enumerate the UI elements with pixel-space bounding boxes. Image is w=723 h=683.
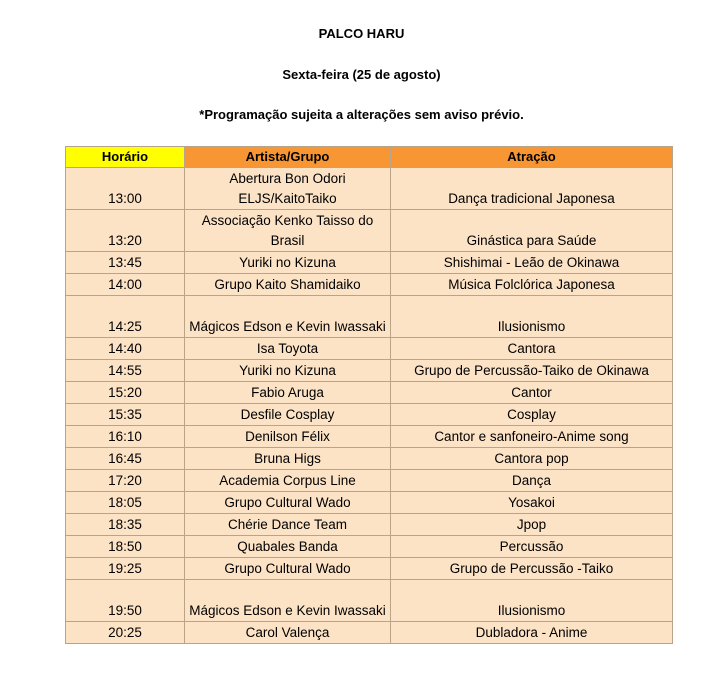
cell-artist: Desfile Cosplay: [185, 404, 391, 426]
table-row: [66, 274, 673, 296]
stage-title: PALCO HARU: [318, 26, 405, 41]
table-row: [66, 536, 673, 558]
cell-attraction: Shishimai - Leão de Okinawa: [391, 252, 673, 274]
cell-artist: Yuriki no Kizuna: [185, 252, 391, 274]
cell-artist: Abertura Bon Odori ELJS/KaitoTaiko: [185, 168, 391, 210]
table-row: [66, 622, 673, 644]
table-row: [66, 514, 673, 536]
cell-attraction: Grupo de Percussão-Taiko de Okinawa: [391, 360, 673, 382]
cell-attraction: Cantor e sanfoneiro-Anime song: [391, 426, 673, 448]
cell-artist: Bruna Higs: [185, 448, 391, 470]
table-row: [66, 404, 673, 426]
cell-time: 19:50: [66, 580, 185, 622]
table-row: [66, 470, 673, 492]
cell-time: 15:20: [66, 382, 185, 404]
date-subtitle: Sexta-feira (25 de agosto): [282, 67, 441, 82]
table-header-row: [66, 147, 673, 168]
cell-time: 19:25: [66, 558, 185, 580]
column-header-attraction: Atração: [391, 147, 673, 168]
table-row: [66, 210, 673, 252]
table-row: [66, 558, 673, 580]
cell-artist: Mágicos Edson e Kevin Iwassaki: [185, 296, 391, 338]
schedule-table: [65, 146, 673, 644]
cell-time: 13:20: [66, 210, 185, 252]
cell-time: 14:00: [66, 274, 185, 296]
cell-attraction: Ginástica para Saúde: [391, 210, 673, 252]
cell-time: 20:25: [66, 622, 185, 644]
cell-artist: Yuriki no Kizuna: [185, 360, 391, 382]
cell-attraction: Cosplay: [391, 404, 673, 426]
cell-attraction: Jpop: [391, 514, 673, 536]
cell-time: 14:55: [66, 360, 185, 382]
table-row: [66, 426, 673, 448]
cell-artist: Associação Kenko Taisso do Brasil: [185, 210, 391, 252]
schedule-notice: *Programação sujeita a alterações sem aviso prévio.: [199, 107, 524, 122]
cell-attraction: Cantor: [391, 382, 673, 404]
table-row: [66, 448, 673, 470]
table-row: [66, 580, 673, 622]
cell-attraction: Dubladora - Anime: [391, 622, 673, 644]
table-row: [66, 360, 673, 382]
table-row: [66, 492, 673, 514]
cell-artist: Quabales Banda: [185, 536, 391, 558]
cell-time: 13:00: [66, 168, 185, 210]
cell-time: 13:45: [66, 252, 185, 274]
cell-time: 18:35: [66, 514, 185, 536]
cell-artist: Mágicos Edson e Kevin Iwassaki: [185, 580, 391, 622]
cell-attraction: Ilusionismo: [391, 296, 673, 338]
cell-attraction: Cantora pop: [391, 448, 673, 470]
cell-artist: Grupo Kaito Shamidaiko: [185, 274, 391, 296]
cell-artist: Denilson Félix: [185, 426, 391, 448]
cell-time: 15:35: [66, 404, 185, 426]
cell-artist: Carol Valença: [185, 622, 391, 644]
table-row: [66, 168, 673, 210]
cell-time: 14:40: [66, 338, 185, 360]
cell-time: 16:10: [66, 426, 185, 448]
cell-attraction: Percussão: [391, 536, 673, 558]
cell-artist: Chérie Dance Team: [185, 514, 391, 536]
cell-artist: Fabio Aruga: [185, 382, 391, 404]
cell-artist: Academia Corpus Line: [185, 470, 391, 492]
column-header-artist: Artista/Grupo: [185, 147, 391, 168]
table-row: [66, 382, 673, 404]
cell-time: 14:25: [66, 296, 185, 338]
table-row: [66, 252, 673, 274]
cell-attraction: Dança tradicional Japonesa: [391, 168, 673, 210]
table-row: [66, 338, 673, 360]
table-row: [66, 296, 673, 338]
cell-artist: Grupo Cultural Wado: [185, 492, 391, 514]
cell-attraction: Dança: [391, 470, 673, 492]
cell-attraction: Cantora: [391, 338, 673, 360]
column-header-time: Horário: [66, 147, 185, 168]
cell-attraction: Música Folclórica Japonesa: [391, 274, 673, 296]
cell-time: 18:50: [66, 536, 185, 558]
cell-artist: Isa Toyota: [185, 338, 391, 360]
cell-time: 16:45: [66, 448, 185, 470]
cell-attraction: Ilusionismo: [391, 580, 673, 622]
cell-attraction: Yosakoi: [391, 492, 673, 514]
cell-attraction: Grupo de Percussão -Taiko: [391, 558, 673, 580]
cell-artist: Grupo Cultural Wado: [185, 558, 391, 580]
cell-time: 17:20: [66, 470, 185, 492]
cell-time: 18:05: [66, 492, 185, 514]
